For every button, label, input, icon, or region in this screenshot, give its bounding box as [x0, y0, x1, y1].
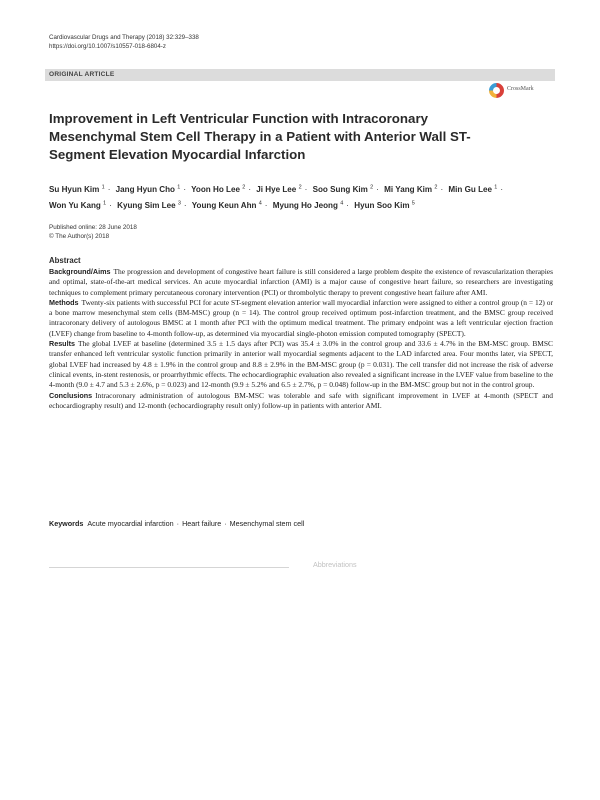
keywords — [49, 519, 553, 529]
doi-link[interactable]: https://doi.org/10.1007/s10557-018-6804-z — [49, 43, 166, 50]
author-affiliation: 5 — [411, 200, 415, 207]
crossmark-label: CrossMark — [507, 86, 534, 92]
author-name[interactable] — [448, 185, 497, 194]
author-affiliation: 4 — [258, 200, 262, 207]
author-affiliation: 1 — [101, 184, 105, 190]
author-separator: · — [264, 201, 268, 211]
abstract-results — [49, 339, 553, 390]
abstract-methods — [49, 298, 553, 339]
abbreviations-heading: Abbreviations — [313, 560, 357, 569]
abstract-heading: Abstract — [49, 256, 81, 265]
author-affiliation: 4 — [340, 200, 344, 207]
author-name-text: Myung Ho Jeong — [272, 201, 338, 211]
author-affiliation: 2 — [370, 184, 374, 190]
author-affiliation: 1 — [103, 200, 107, 207]
abstract-conclusions — [49, 391, 553, 412]
methods-label: Methods — [49, 297, 79, 307]
copyright-notice: © The Author(s) 2018 — [49, 233, 110, 240]
author-affiliation: 1 — [494, 184, 498, 190]
author-name[interactable] — [192, 201, 262, 210]
author-affiliation: 2 — [434, 184, 438, 190]
author-name-text: Young Keun Ahn — [191, 201, 257, 211]
article-type-banner: ORIGINAL ARTICLE — [45, 69, 555, 81]
author-name[interactable] — [117, 201, 181, 210]
author-separator: · — [107, 184, 111, 194]
author-separator: · — [346, 201, 349, 211]
author-name[interactable] — [256, 185, 301, 194]
keyword-item: Heart failure — [182, 519, 222, 528]
results-label: Results — [49, 339, 75, 349]
background-label: Background/Aims — [49, 267, 111, 276]
author-separator: · — [248, 184, 252, 194]
publication-info — [49, 223, 137, 241]
author-name-text: Kyung Sim Lee — [117, 201, 176, 211]
crossmark-badge[interactable] — [489, 82, 551, 100]
keyword-item: Acute myocardial infarction — [87, 519, 174, 528]
author-affiliation: 2 — [298, 184, 302, 190]
author-name[interactable] — [384, 185, 437, 194]
author-separator: · — [500, 184, 504, 194]
author-separator: · — [109, 201, 112, 211]
keywords-label: Keywords — [49, 519, 84, 528]
crossmark-icon — [489, 83, 504, 98]
author-name-text: Ji Hye Lee — [256, 184, 297, 194]
keyword-separator: · — [176, 519, 180, 528]
abstract-background — [49, 267, 553, 298]
conclusions-label: Conclusions — [49, 390, 93, 400]
author-name-text: Won Yu Kang — [49, 201, 101, 211]
author-affiliation: 3 — [177, 200, 181, 207]
author-name-text: Yoon Ho Lee — [191, 184, 240, 194]
published-date: Published online: 28 June 2018 — [49, 224, 137, 231]
author-name-text: Su Hyun Kim — [49, 184, 100, 194]
section-divider — [49, 567, 289, 568]
keyword-separator: · — [224, 519, 227, 528]
author-name[interactable] — [116, 185, 181, 194]
author-separator: · — [183, 201, 187, 211]
author-name[interactable] — [49, 185, 105, 194]
author-separator: · — [304, 184, 308, 194]
author-separator: · — [376, 184, 379, 194]
article-title: Improvement in Left Ventricular Function with Intracoronary Mesenchymal Stem Cell Therapy in a Patient with Anterior Wall ST-Segment Elevation Myocardial Infarction — [49, 111, 471, 162]
author-name-text: Jang Hyun Cho — [115, 184, 175, 194]
background-text: The progression and development of congestive heart failure is still considered a large problem despite the existence of revascularization therapies and optimal, state-of-the-art medical services. An acute myocardial infarction (AMI) is a major cause of congestive heart failure, so researchers are investigating techniques to complement primary percutaneous coronary intervention (PCI) or thrombolytic therapy to prevent congestive heart failure after AMI. — [49, 267, 553, 297]
author-name-text: Mi Yang Kim — [384, 184, 433, 194]
author-list — [49, 180, 554, 213]
author-separator: · — [440, 184, 444, 194]
conclusions-text: Intracoronary administration of autologous BM-MSC was tolerable and safe with significant improvement in LVEF at 4-month (SPECT and echocardiography result) and 12-month (echocardiography result only) follow-up in patients with anterior AMI. — [49, 390, 553, 410]
author-affiliation: 1 — [177, 184, 181, 190]
author-name-text: Min Gu Lee — [448, 184, 493, 194]
author-name[interactable] — [49, 201, 106, 210]
results-text: The global LVEF at baseline (determined 3.5 ± 1.5 days after PCI) was 35.4 ± 3.0% in the control group and 33.6 ± 4.7% in the BM-MSC group. BMSC transfer enhanced left ventricular systolic function primarily in anterior wall myocardial segments adjacent to the LAD infarcted area. Four months later, via SPECT, global LVEF had increased by 4.8 ± 1.9% in the control group and 8.8 ± 2.9% in the BM-MSC group (p = 0.031). The cell transfer did not increase the risk of adverse clinical events, in-stent restenosis, or proarrhythmic effects. The echocardiographic evaluation also revealed a significant increase in the LVEF value from baseline to the 4-month (9.0 ± 4.7 and 5.3 ± 2.6%, p = 0.023) and 12-month (9.9 ± 5.2% and 6.5 ± 2.7%, p = 0.048) follow-up in the BM-MSC group but not in the control group. — [49, 339, 553, 390]
journal-header — [49, 33, 199, 51]
author-affiliation: 2 — [242, 184, 246, 190]
author-separator: · — [183, 184, 187, 194]
abstract-body — [49, 267, 553, 411]
author-name[interactable] — [354, 201, 415, 210]
author-name-text: Hyun Soo Kim — [354, 201, 410, 211]
author-name[interactable] — [313, 185, 374, 194]
keyword-item: Mesenchymal stem cell — [229, 519, 305, 528]
author-name-text: Soo Sung Kim — [312, 184, 368, 194]
journal-citation: Cardiovascular Drugs and Therapy (2018) 32:329–338 — [49, 34, 199, 41]
author-name[interactable] — [191, 185, 245, 194]
author-name[interactable] — [273, 201, 344, 210]
methods-text: Twenty-six patients with successful PCI for acute ST-segment elevation anterior wall myocardial infarction were assigned to either a control group (n = 12) or a bone marrow mesenchymal stem cells (BM-MSC) group (n = 14). The control group received optimum post-infarction treatment, and the BMSC group received intracoronary delivery of autologous BMSC at 1 month after PCI with the optimum medical treatment. The primary endpoint was a left ventricular ejection fraction (LVEF) change from baseline to 4-month follow-up, as determined via myocardial single-photon emission computed tomography (SPECT). — [49, 297, 553, 338]
